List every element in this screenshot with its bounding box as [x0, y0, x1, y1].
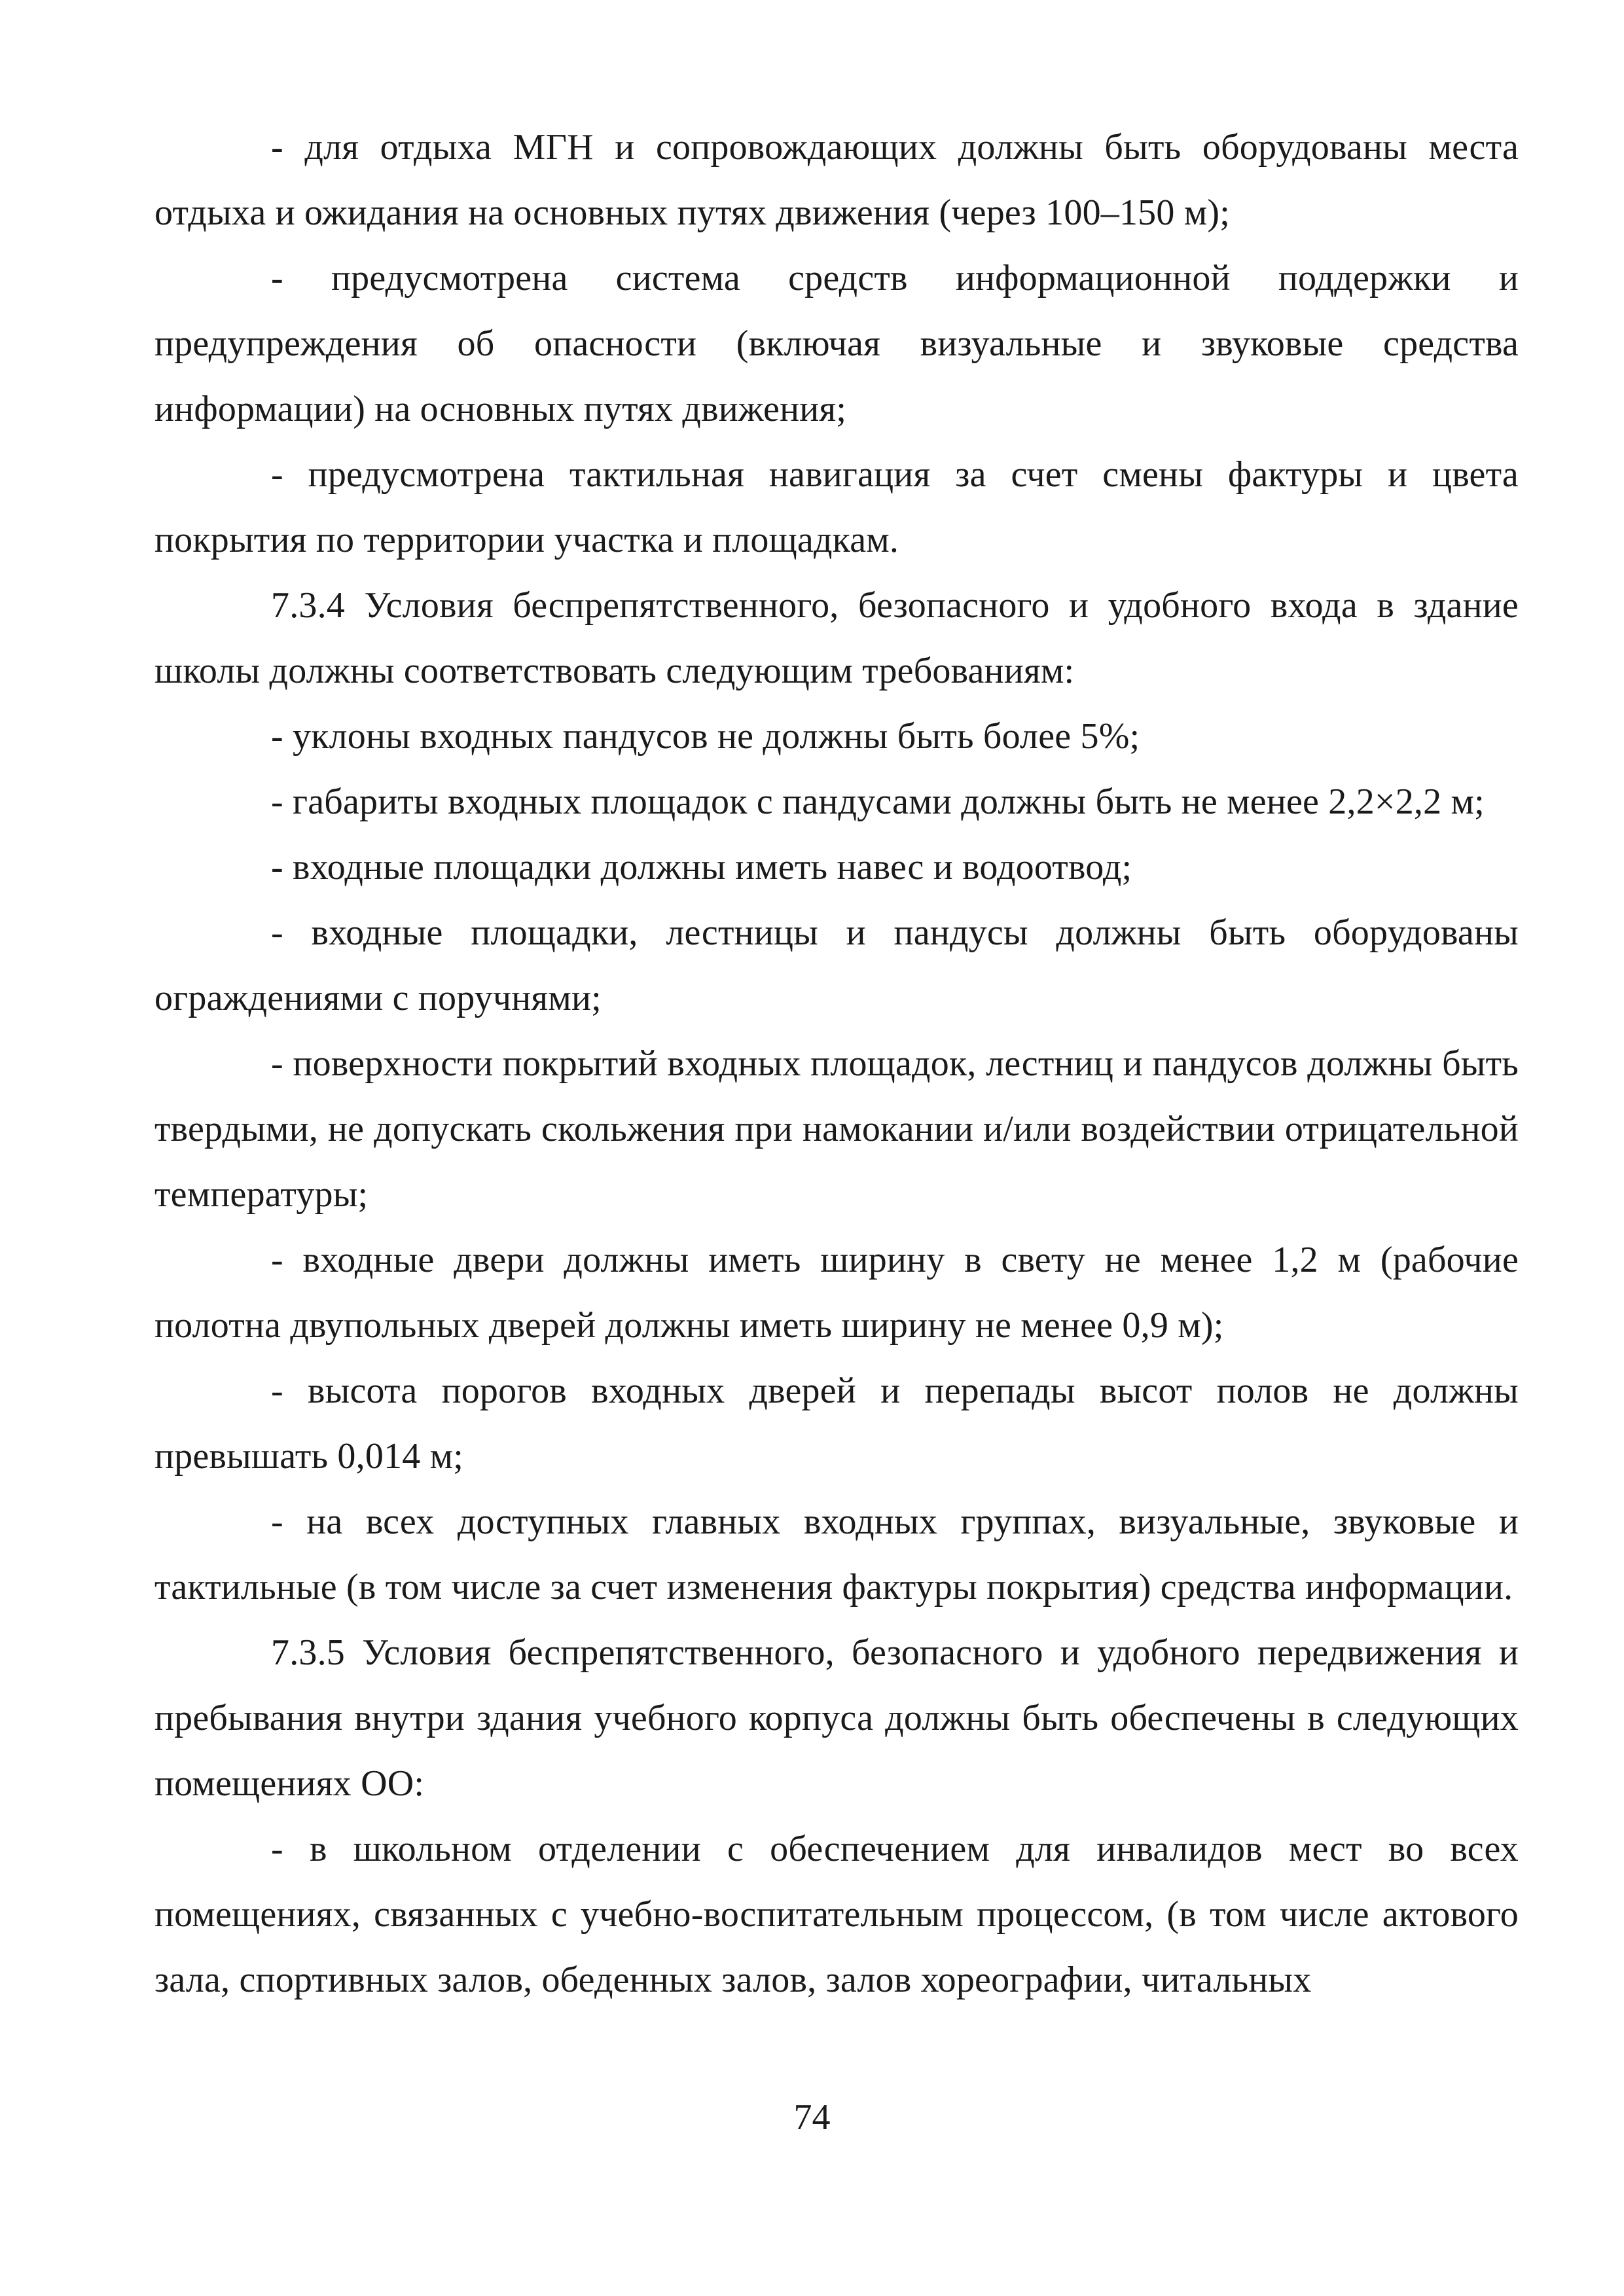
paragraph-surface-coatings: - поверхности покрытий входных площадок, лестниц и пандусов должны быть твердыми, не допускать скольжения при намокании и/или воздействии отрицательной температуры; [154, 1043, 1519, 1215]
page-body [154, 115, 1519, 2013]
paragraph-threshold-height: - высота порогов входных дверей и перепады высот полов не должны превышать 0,014 м; [154, 1371, 1519, 1477]
paragraph-entrance-platform-size: - габариты входных площадок с пандусами должны быть не менее 2,2×2,2 м; [271, 781, 1485, 822]
paragraph-school-department: - в школьном отделении с обеспечением для инвалидов мест во всех помещениях, связанных с учебно-воспитательным процессом, (в том числе актового зала, спортивных залов, обеденных залов, залов хореографии, читальных [154, 1829, 1519, 2000]
paragraph-section-7-3-4: 7.3.4 Условия беспрепятственного, безопасного и удобного входа в здание школы должны соответствовать следующим требованиям: [154, 585, 1519, 691]
paragraph-canopy-drainage: - входные площадки должны иметь навес и водоотвод; [271, 847, 1132, 888]
paragraph-rest-areas: - для отдыха МГН и сопровождающих должны быть оборудованы места отдыха и ожидания на основных путях движения (через 100–150 м); [154, 127, 1519, 233]
paragraph-section-7-3-5: 7.3.5 Условия беспрепятственного, безопасного и удобного передвижения и пребывания внутри здания учебного корпуса должны быть обеспечены в следующих помещениях ОО: [154, 1632, 1519, 1804]
page-number: 74 [793, 2097, 831, 2138]
paragraph-entrance-information: - на всех доступных главных входных группах, визуальные, звуковые и тактильные (в том числе за счет изменения фактуры покрытия) средства информации. [154, 1501, 1519, 1607]
paragraph-tactile-navigation: - предусмотрена тактильная навигация за счет смены фактуры и цвета покрытия по территории участка и площадкам. [154, 454, 1519, 560]
paragraph-ramp-slopes: - уклоны входных пандусов не должны быть более 5%; [271, 716, 1140, 757]
paragraph-door-width: - входные двери должны иметь ширину в свету не менее 1,2 м (рабочие полотна двупольных дверей должны иметь ширину не менее 0,9 м); [154, 1240, 1519, 1346]
paragraph-information-support: - предусмотрена система средств информационной поддержки и предупреждения об опасности (включая визуальные и звуковые средства информации) на основных путях движения; [154, 258, 1519, 429]
paragraph-railings: - входные площадки, лестницы и пандусы должны быть оборудованы ограждениями с поручнями; [154, 912, 1519, 1018]
